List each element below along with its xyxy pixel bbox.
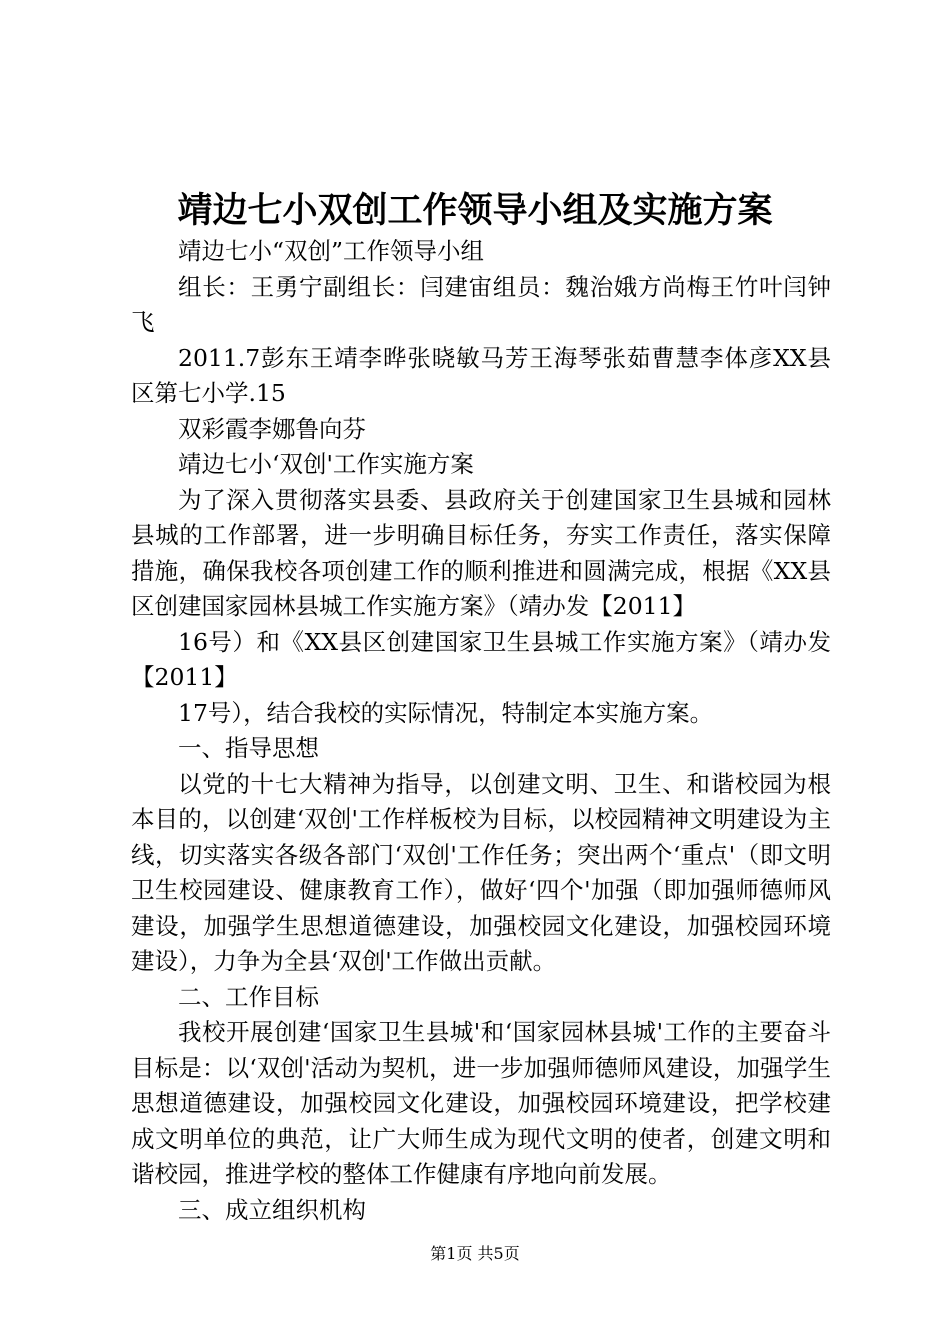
paragraph-members-tail: 双彩霞李娜鲁向芬 <box>178 414 366 443</box>
document-title: 靖边七小双创工作领导小组及实施方案 <box>177 190 773 231</box>
paragraph-intro-end: 17号），结合我校的实际情况，特制定本实施方案。 <box>178 698 714 727</box>
paragraph-plan-heading: 靖边七小‘双创'工作实施方案 <box>178 450 474 478</box>
paragraph-intro-continued: 16号）和《XX县区创建国家卫生县城工作实施方案》（靖办发【2011】 <box>131 627 831 691</box>
section-heading-guiding-ideology: 一、指导思想 <box>178 734 319 762</box>
section-heading-organization: 三、成立组织机构 <box>178 1195 366 1224</box>
page-number-footer: 第1页 共5页 <box>430 1244 520 1263</box>
document-body <box>131 234 831 1228</box>
paragraph-intro: 为了深入贯彻落实县委、县政府关于创建国家卫生县城和园林县城的工作部署，进一步明确目标任务，夯实工作责任，落实保障措施，确保我校各项创建工作的顺利推进和圆满完成，根据《XX县区创建国家园林县城工作实施方案》（靖办发【2011】 <box>131 485 831 620</box>
paragraph-guiding-ideology: 以党的十七大精神为指导，以创建文明、卫生、和谐校园为根本目的，以创建‘双创'工作样板校为目标，以校园精神文明建设为主线，切实落实各级各部门‘双创'工作任务；突出两个‘重点'（即文明卫生校园建设、健康教育工作），做好‘四个'加强（即加强师德师风建设，加强学生思想道德建设，加强校园文化建设，加强校园环境建设），力争为全县‘双创'工作做出贡献。 <box>131 769 831 975</box>
paragraph-members-continued: 2011.7彭东王靖李晔张晓敏马芳王海琴张茹曹慧李体彦XX县区第七小学.15 <box>131 343 831 407</box>
paragraph-leading-group-heading: 靖边七小“双创”工作领导小组 <box>178 237 485 265</box>
paragraph-group-members: 组长：王勇宁副组长：闫建宙组员：魏治娥方尚梅王竹叶闫钟飞 <box>131 272 831 336</box>
section-heading-work-goals: 二、工作目标 <box>178 982 319 1011</box>
paragraph-work-goals: 我校开展创建‘国家卫生县城'和‘国家园林县城'工作的主要奋斗目标是：以‘双创'活动为契机，进一步加强师德师风建设，加强学生思想道德建设，加强校园文化建设，加强校园环境建设，把学校建成文明单位的典范，让广大师生成为现代文明的使者，创建文明和谐校园，推进学校的整体工作健康有序地向前发展。 <box>131 1018 831 1188</box>
